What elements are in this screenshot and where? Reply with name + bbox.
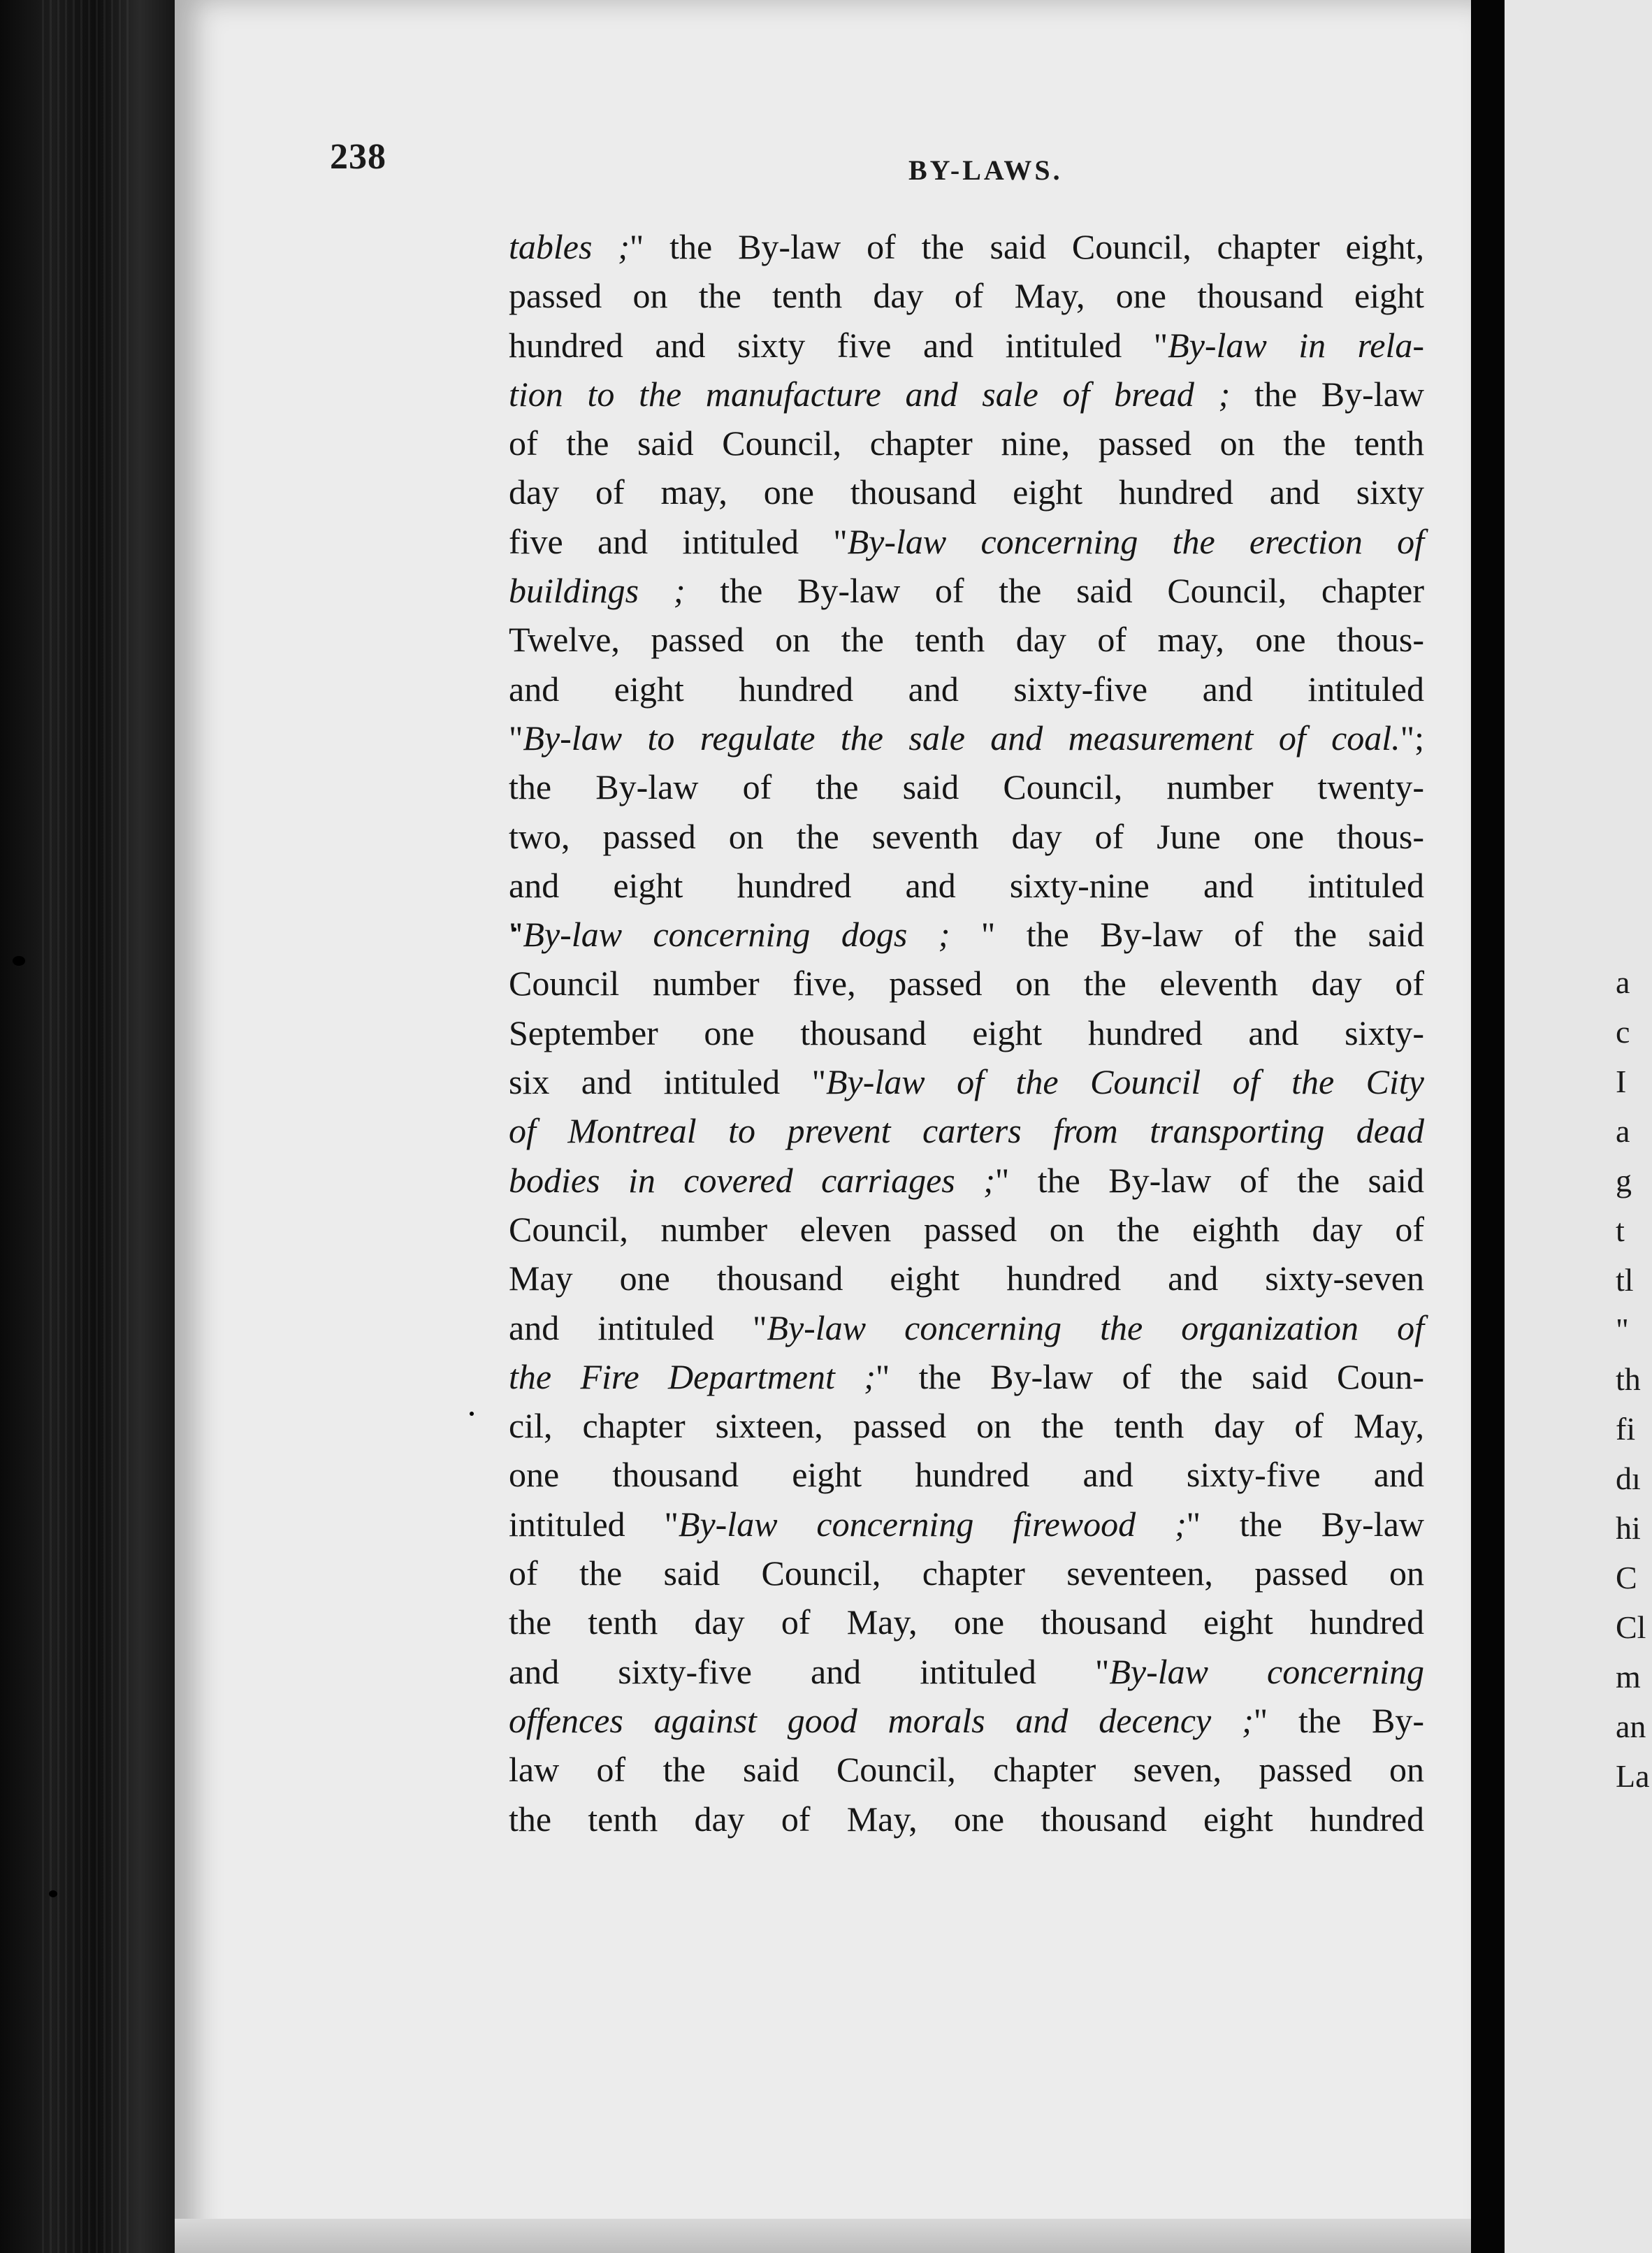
text-line (509, 468, 1424, 516)
text-segment: Council, number eleven passed on the eighth day of (509, 1209, 1424, 1249)
text-segment: " the By-law of the said Council, chapter eight, (629, 227, 1424, 266)
text-line (509, 615, 1424, 664)
facing-page-letter: fi (1616, 1411, 1636, 1447)
text-line (509, 1254, 1424, 1303)
text-line (509, 1795, 1424, 1843)
text-segment: Twelve, passed on the tenth day of may, one thous- (509, 620, 1424, 660)
italic-title-text: offences against good morals and decency ; (509, 1700, 1254, 1740)
text-segment: one thousand eight hundred and sixty-five and (509, 1455, 1424, 1495)
italic-title-text: By-law to regulate the sale and measurement of coal. (523, 718, 1400, 758)
text-line (509, 517, 1424, 566)
text-line (509, 713, 1424, 762)
text-line (509, 1696, 1424, 1745)
italic-title-text: By-law concerning the erection of (847, 521, 1424, 561)
facing-page-letter: c (1616, 1014, 1630, 1050)
text-line (509, 271, 1424, 320)
text-line (509, 1156, 1424, 1205)
text-segment: " the By-law of the said (950, 915, 1424, 955)
italic-title-text: of Montreal to prevent carters from transporting dead (509, 1111, 1424, 1151)
text-segment: intituled " (509, 1504, 679, 1544)
text-segment: "; (1400, 718, 1424, 758)
italic-title-text: By-law concerning (1109, 1651, 1424, 1691)
facing-page-letter: a (1616, 964, 1630, 1000)
text-segment: the By-law of the said Council, number twenty- (509, 767, 1424, 807)
text-segment: hundred and sixty five and intituled " (509, 325, 1168, 365)
text-segment: five and intituled " (509, 521, 848, 561)
text-segment: law of the said Council, chapter seven, passed on (509, 1750, 1424, 1790)
text-line (509, 1352, 1424, 1401)
facing-page-text-edge (1616, 957, 1652, 1801)
text-line (509, 1647, 1424, 1696)
italic-title-text: By-law concerning dogs ; (523, 915, 950, 955)
text-line (509, 1008, 1424, 1057)
italic-title-text: tables ; (509, 227, 630, 266)
text-segment: the By-law of the said Council, chapter (685, 571, 1424, 611)
text-line (509, 762, 1424, 811)
text-segment: September one thousand eight hundred and sixty- (509, 1013, 1424, 1052)
text-segment: May one thousand eight hundred and sixty-seven (509, 1259, 1424, 1298)
italic-title-text: By-law concerning the organization of (767, 1307, 1424, 1347)
italic-title-text: buildings ; (509, 571, 686, 611)
facing-page-letter: dı (1616, 1461, 1641, 1496)
facing-page-letter: th (1616, 1361, 1641, 1397)
text-segment: six and intituled " (509, 1062, 826, 1102)
text-segment: " the By-law of the said (994, 1160, 1425, 1200)
italic-title-text: tion to the manufacture and sale of bread ; (509, 374, 1231, 414)
text-segment: the tenth day of May, one thousand eight hundred (509, 1602, 1424, 1642)
text-line (509, 959, 1424, 1008)
page-number: 238 (330, 137, 386, 177)
text-line (509, 910, 1424, 959)
body-text (509, 222, 1424, 1843)
text-segment: two, passed on the seventh day of June one thous- (509, 816, 1424, 856)
text-line (509, 1500, 1424, 1549)
text-line (509, 222, 1424, 271)
text-line (509, 1401, 1424, 1450)
text-line (509, 1745, 1424, 1794)
book-binding-edge (0, 0, 175, 2253)
text-segment: " the By-law of the said Coun- (875, 1356, 1424, 1396)
italic-title-text: bodies in covered carriages ; (509, 1160, 995, 1200)
facing-page-letter: t (1616, 1212, 1625, 1248)
text-segment: " the By-law (1186, 1504, 1424, 1544)
text-line (509, 812, 1424, 861)
text-segment: cil, chapter sixteen, passed on the tenth day of May, (509, 1406, 1424, 1446)
facing-page-letter: m (1616, 1659, 1641, 1695)
page-bottom-shadow (175, 2219, 1471, 2253)
page-gutter (1471, 0, 1505, 2253)
text-line (509, 1106, 1424, 1155)
text-segment: of the said Council, chapter seventeen, passed on (509, 1553, 1424, 1593)
text-segment: passed on the tenth day of May, one thousand eight (509, 276, 1424, 316)
text-line (509, 1303, 1424, 1352)
facing-page-letter: I (1616, 1064, 1627, 1099)
text-line (509, 1205, 1424, 1254)
facing-page-letter: hi (1616, 1510, 1641, 1546)
text-segment: " (509, 718, 523, 758)
italic-title-text: By-law concerning firewood ; (678, 1504, 1187, 1544)
facing-page-letter: Cl (1616, 1609, 1646, 1645)
text-line (509, 419, 1424, 468)
text-segment: the By-law (1230, 374, 1424, 414)
text-segment: Council number five, passed on the eleventh day of (509, 964, 1424, 1004)
text-segment: and eight hundred and sixty-nine and intituled (509, 865, 1424, 905)
text-segment: the tenth day of May, one thousand eight hundred (509, 1799, 1424, 1839)
text-line (509, 665, 1424, 713)
text-line (509, 1450, 1424, 1499)
facing-page-letter: an (1616, 1709, 1646, 1744)
text-line (509, 1549, 1424, 1598)
ink-fleck (49, 1890, 57, 1897)
text-segment: of the said Council, chapter nine, passed on the tenth (509, 423, 1424, 463)
text-segment: " the By- (1253, 1700, 1425, 1740)
facing-page-letter: " (1616, 1312, 1629, 1347)
text-segment: and eight hundred and sixty-five and intituled (509, 669, 1424, 709)
ink-fleck (470, 1412, 474, 1416)
facing-page-letter: g (1616, 1163, 1632, 1198)
italic-title-text: By-law in rela- (1168, 325, 1424, 365)
italic-title-text: the Fire Department ; (509, 1356, 876, 1396)
facing-page-letter: C (1616, 1560, 1637, 1595)
italic-title-text: By-law of the Council of the City (826, 1062, 1424, 1102)
text-segment: and intituled " (509, 1307, 767, 1347)
text-line (509, 321, 1424, 370)
facing-page-letter: tl (1616, 1262, 1634, 1298)
text-line (509, 1057, 1424, 1106)
facing-page-letter: a (1616, 1113, 1630, 1149)
running-head: BY-LAWS. (908, 154, 1063, 186)
facing-page-letter: La (1616, 1758, 1650, 1794)
text-line (509, 566, 1424, 615)
ink-fleck (13, 956, 25, 966)
text-line (509, 861, 1424, 910)
text-segment: and sixty-five and intituled " (509, 1651, 1110, 1691)
text-line (509, 370, 1424, 419)
text-segment: day of may, one thousand eight hundred and sixty (509, 472, 1424, 512)
text-segment: " (509, 915, 523, 955)
text-line (509, 1598, 1424, 1646)
